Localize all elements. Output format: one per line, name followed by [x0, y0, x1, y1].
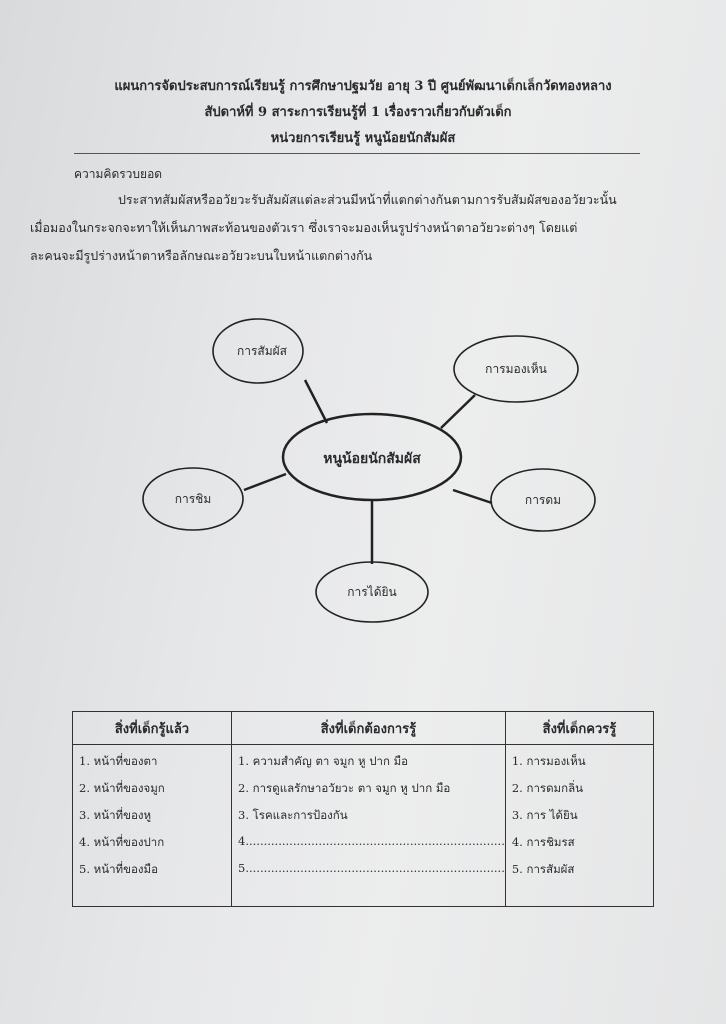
- kwl-table: [72, 711, 654, 907]
- list-item: 3. หน้าที่ของหู: [79, 808, 152, 822]
- want-cell: [232, 745, 506, 907]
- list-item: 4. หน้าที่ของปาก: [79, 835, 165, 849]
- concept-line-2: เมื่อมองในกระจกจะทาให้เห็นภาพสะท้อนของตัวเรา ซึ่งเราจะมองเห็นรูปร่างหน้าตาอวัยวะต่างๆ โดยแต่: [30, 220, 578, 235]
- label-hearing: การได้ยิน: [347, 585, 397, 599]
- list-item: 4.......................................................................: [238, 834, 505, 848]
- label-taste: การชิม: [174, 492, 212, 506]
- header-should: สิ่งที่เด็กควรรู้: [505, 712, 653, 745]
- list-item: 2. หน้าที่ของจมูก: [79, 781, 165, 795]
- header-line-1: แผนการจัดประสบการณ์เรียนรู้ การศึกษาปฐมวัย อายุ 3 ปี ศูนย์พัฒนาเด็กเล็กวัดทองหลาง: [114, 79, 612, 94]
- list-item: 5. หน้าที่ของมือ: [79, 862, 158, 876]
- list-item: 2. การดูแลรักษาอวัยวะ ตา จมูก หู ปาก มือ: [238, 781, 451, 795]
- concept-line-3: ละคนจะมีรูปร่างหน้าตาหรือลักษณะอวัยวะบนใบหน้าแตกต่างกัน: [30, 248, 373, 263]
- document-header: [0, 74, 726, 152]
- mind-map: [0, 300, 726, 630]
- label-smell: การดม: [524, 493, 562, 507]
- unit-title: หน่วยการเรียนรู้ หนูน้อยนักสัมผัส: [270, 131, 456, 146]
- list-item: 2. การดมกลิ่น: [511, 781, 584, 795]
- header-known: สิ่งที่เด็กรู้แล้ว: [73, 712, 232, 745]
- known-cell: [73, 745, 232, 907]
- should-cell: [505, 745, 653, 907]
- header-divider: [74, 153, 640, 154]
- list-item: 5.......................................................................: [238, 861, 505, 875]
- list-item: 3. โรคและการป้องกัน: [238, 808, 348, 822]
- concept-line-1: ประสาทสัมผัสหรืออวัยวะรับสัมผัสแต่ละส่วนมีหน้าที่แตกต่างกันตามการรับสัมผัสของอวัยวะนั้น: [118, 192, 617, 207]
- list-item: 1. หน้าที่ของตา: [79, 754, 158, 768]
- list-item: 1. ความสำคัญ ตา จมูก หู ปาก มือ: [238, 754, 409, 768]
- connector-sight: [441, 395, 475, 428]
- label-sight: การมองเห็น: [485, 362, 547, 376]
- list-item: 4. การชิมรส: [511, 835, 575, 849]
- list-item: 1. การมองเห็น: [511, 754, 586, 768]
- connector-touch: [305, 380, 327, 423]
- header-want: สิ่งที่เด็กต้องการรู้: [232, 712, 506, 745]
- table-body-row: [73, 745, 654, 907]
- concept-label: ความคิดรวบยอด: [74, 167, 163, 181]
- list-item: 5. การสัมผัส: [511, 862, 575, 876]
- label-touch: การสัมผัส: [236, 344, 288, 358]
- concept-paragraph: [30, 186, 644, 270]
- list-item: 3. การ ได้ยิน: [511, 808, 578, 822]
- connector-taste: [244, 474, 286, 490]
- label-center: หนูน้อยนักสัมผัส: [323, 451, 421, 467]
- table-header-row: [73, 712, 654, 745]
- connector-smell: [453, 490, 492, 503]
- header-line-2: สัปดาห์ที่ 9 สาระการเรียนรู้ที่ 1 เรื่องราวเกี่ยวกับตัวเด็ก: [204, 105, 512, 120]
